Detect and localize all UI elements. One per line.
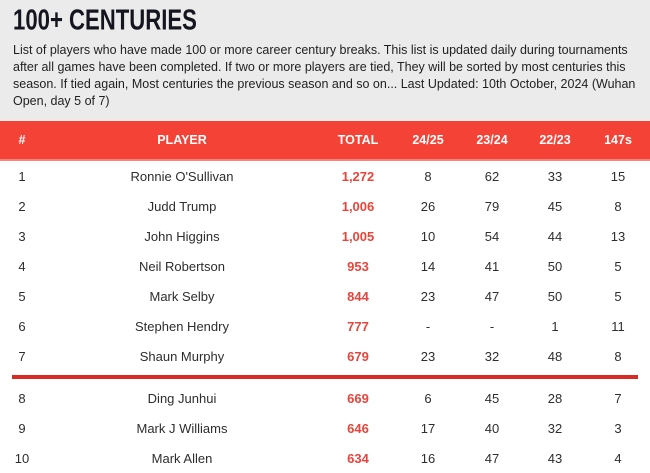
table-row xyxy=(0,281,650,311)
season-23-24-cell: 62 xyxy=(460,160,524,191)
page-description: List of players who have made 100 or more career century breaks. This list is updated daily during tournaments after all games have been completed. If two or more players are tied, They will be sorted by most centuries this season. If tied again, Most centuries the previous season and so on... Last Updated: 10th October, 2024 (Wuhan Open, day 5 of 7) xyxy=(13,43,636,108)
rank-cell: 1 xyxy=(0,160,44,191)
column-header-total: TOTAL xyxy=(320,121,396,160)
maximums-cell: 13 xyxy=(586,221,650,251)
table-row xyxy=(0,311,650,341)
table-row xyxy=(0,160,650,191)
season-23-24-cell: 45 xyxy=(460,383,524,413)
rank-cell: 9 xyxy=(0,413,44,443)
player-cell: Shaun Murphy xyxy=(44,341,320,371)
player-cell: Neil Robertson xyxy=(44,251,320,281)
player-cell: Stephen Hendry xyxy=(44,311,320,341)
column-header-rank: # xyxy=(0,121,44,160)
maximums-cell: 5 xyxy=(586,281,650,311)
season-23-24-cell: 32 xyxy=(460,341,524,371)
season-24-25-cell: 14 xyxy=(396,251,460,281)
season-22-23-cell: 48 xyxy=(524,341,586,371)
season-23-24-cell: 41 xyxy=(460,251,524,281)
total-cell: 669 xyxy=(320,383,396,413)
season-24-25-cell: 8 xyxy=(396,160,460,191)
total-cell: 1,006 xyxy=(320,191,396,221)
total-cell: 679 xyxy=(320,341,396,371)
column-header-season-24-25: 24/25 xyxy=(396,121,460,160)
rank-cell: 5 xyxy=(0,281,44,311)
maximums-cell: 7 xyxy=(586,383,650,413)
rank-cell: 7 xyxy=(0,341,44,371)
total-cell: 844 xyxy=(320,281,396,311)
maximums-cell: 11 xyxy=(586,311,650,341)
page-header xyxy=(0,0,650,121)
page-title-text: 100+ CENTURIES xyxy=(13,4,197,36)
column-header-season-23-24: 23/24 xyxy=(460,121,524,160)
season-24-25-cell: 23 xyxy=(396,281,460,311)
season-22-23-cell: 33 xyxy=(524,160,586,191)
season-24-25-cell: 17 xyxy=(396,413,460,443)
player-cell: Mark J Williams xyxy=(44,413,320,443)
season-22-23-cell: 50 xyxy=(524,251,586,281)
season-23-24-cell: 79 xyxy=(460,191,524,221)
season-22-23-cell: 1 xyxy=(524,311,586,341)
red-cutoff-line xyxy=(12,375,638,379)
maximums-cell: 5 xyxy=(586,251,650,281)
total-cell: 634 xyxy=(320,443,396,473)
table-row xyxy=(0,443,650,473)
season-22-23-cell: 32 xyxy=(524,413,586,443)
season-24-25-cell: 16 xyxy=(396,443,460,473)
table-row xyxy=(0,341,650,371)
rank-cell: 4 xyxy=(0,251,44,281)
maximums-cell: 8 xyxy=(586,191,650,221)
season-23-24-cell: 54 xyxy=(460,221,524,251)
table-row xyxy=(0,221,650,251)
total-cell: 1,272 xyxy=(320,160,396,191)
column-header-season-22-23: 22/23 xyxy=(524,121,586,160)
cutoff-divider-row xyxy=(0,371,650,383)
season-22-23-cell: 44 xyxy=(524,221,586,251)
rank-cell: 8 xyxy=(0,383,44,413)
column-header-147s: 147s xyxy=(586,121,650,160)
total-cell: 646 xyxy=(320,413,396,443)
player-cell: Ding Junhui xyxy=(44,383,320,413)
season-22-23-cell: 28 xyxy=(524,383,586,413)
table-row xyxy=(0,191,650,221)
total-cell: 953 xyxy=(320,251,396,281)
maximums-cell: 4 xyxy=(586,443,650,473)
rank-cell: 10 xyxy=(0,443,44,473)
season-22-23-cell: 45 xyxy=(524,191,586,221)
season-22-23-cell: 43 xyxy=(524,443,586,473)
rank-cell: 3 xyxy=(0,221,44,251)
rank-cell: 2 xyxy=(0,191,44,221)
table-row xyxy=(0,413,650,443)
season-24-25-cell: 6 xyxy=(396,383,460,413)
column-header-player: PLAYER xyxy=(44,121,320,160)
table-header xyxy=(0,121,650,160)
total-cell: 1,005 xyxy=(320,221,396,251)
player-cell: John Higgins xyxy=(44,221,320,251)
player-cell: Ronnie O'Sullivan xyxy=(44,160,320,191)
season-24-25-cell: 10 xyxy=(396,221,460,251)
season-23-24-cell: - xyxy=(460,311,524,341)
season-24-25-cell: - xyxy=(396,311,460,341)
season-23-24-cell: 40 xyxy=(460,413,524,443)
table-row xyxy=(0,251,650,281)
player-cell: Mark Allen xyxy=(44,443,320,473)
season-23-24-cell: 47 xyxy=(460,281,524,311)
season-23-24-cell: 47 xyxy=(460,443,524,473)
season-22-23-cell: 50 xyxy=(524,281,586,311)
season-24-25-cell: 23 xyxy=(396,341,460,371)
player-cell: Judd Trump xyxy=(44,191,320,221)
maximums-cell: 8 xyxy=(586,341,650,371)
season-24-25-cell: 26 xyxy=(396,191,460,221)
table-row xyxy=(0,383,650,413)
maximums-cell: 3 xyxy=(586,413,650,443)
maximums-cell: 15 xyxy=(586,160,650,191)
rank-cell: 6 xyxy=(0,311,44,341)
centuries-ranking-table xyxy=(0,121,650,473)
page-title xyxy=(13,5,637,35)
player-cell: Mark Selby xyxy=(44,281,320,311)
total-cell: 777 xyxy=(320,311,396,341)
